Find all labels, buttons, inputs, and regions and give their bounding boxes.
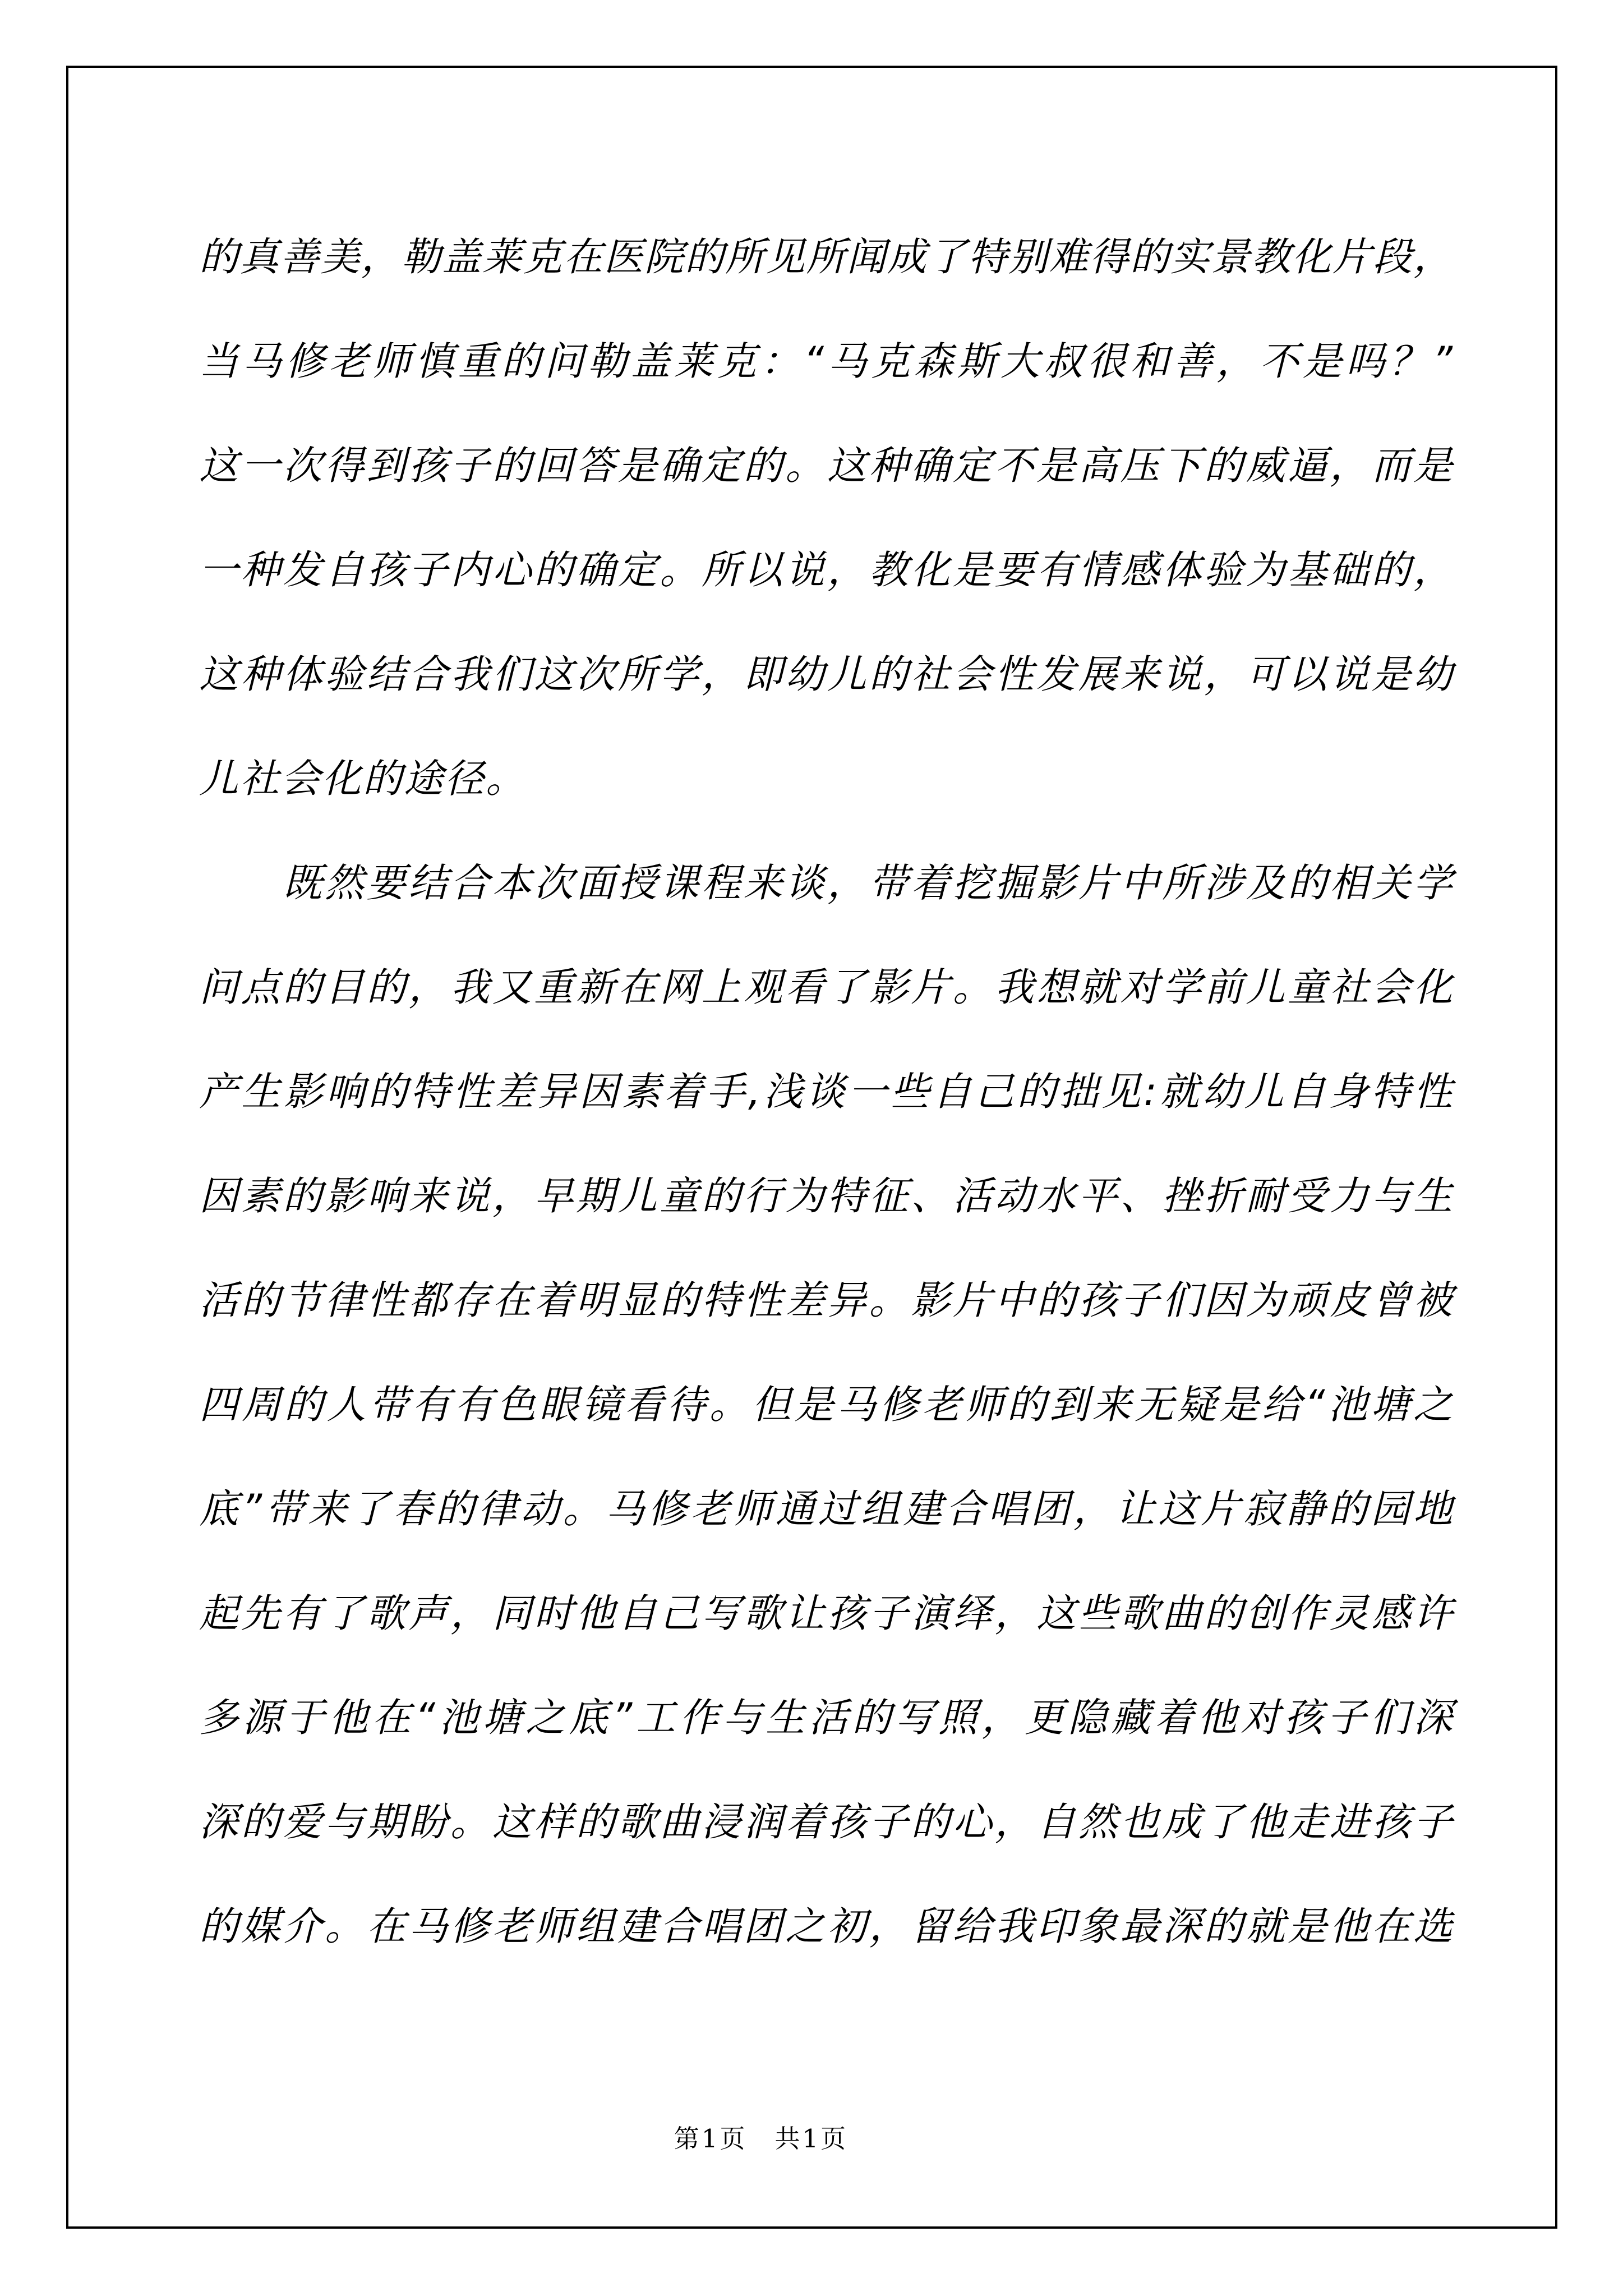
text-line: 儿社会化的途径。 (199, 756, 527, 802)
text-line: 既然要结合本次面授课程来谈，带着挖掘影片中所涉及的相关学 (199, 860, 1453, 906)
text-line: 的真善美，勒盖莱克在医院的所见所闻成了特别难得的实景教化片段， (199, 234, 1453, 280)
text-line: 四周的人带有有色眼镜看待。但是马修老师的到来无疑是给“池塘之 (199, 1382, 1453, 1428)
page-number-footer: 第1页 共1页 (674, 2124, 849, 2154)
text-line: 多源于他在“池塘之底”工作与生活的写照，更隐藏着他对孩子们深 (199, 1695, 1453, 1741)
text-line: 起先有了歌声，同时他自己写歌让孩子演绎，这些歌曲的创作灵感许 (199, 1590, 1453, 1636)
text-line: 产生影响的特性差异因素着手,浅谈一些自己的拙见:就幼儿自身特性 (199, 1069, 1453, 1115)
text-line: 底”带来了春的律动。马修老师通过组建合唱团，让这片寂静的园地 (199, 1486, 1453, 1532)
text-line: 当马修老师慎重的问勒盖莱克：“马克森斯大叔很和善，不是吗？” (199, 338, 1453, 384)
text-line: 因素的影响来说，早期儿童的行为特征、活动水平、挫折耐受力与生 (199, 1173, 1453, 1219)
text-line: 的媒介。在马修老师组建合唱团之初，留给我印象最深的就是他在选 (199, 1903, 1453, 1949)
text-line: 活的节律性都存在着明显的特性差异。影片中的孩子们因为顽皮曾被 (199, 1277, 1453, 1323)
document-body-text (199, 205, 1453, 1978)
text-line: 问点的目的，我又重新在网上观看了影片。我想就对学前儿童社会化 (199, 964, 1453, 1010)
text-line: 深的爱与期盼。这样的歌曲浸润着孩子的心，自然也成了他走进孩子 (199, 1799, 1453, 1845)
text-line: 这一次得到孩子的回答是确定的。这种确定不是高压下的威逼，而是 (199, 443, 1453, 489)
text-line: 这种体验结合我们这次所学，即幼儿的社会性发展来说，可以说是幼 (199, 651, 1453, 697)
text-line: 一种发自孩子内心的确定。所以说，教化是要有情感体验为基础的， (199, 547, 1453, 593)
